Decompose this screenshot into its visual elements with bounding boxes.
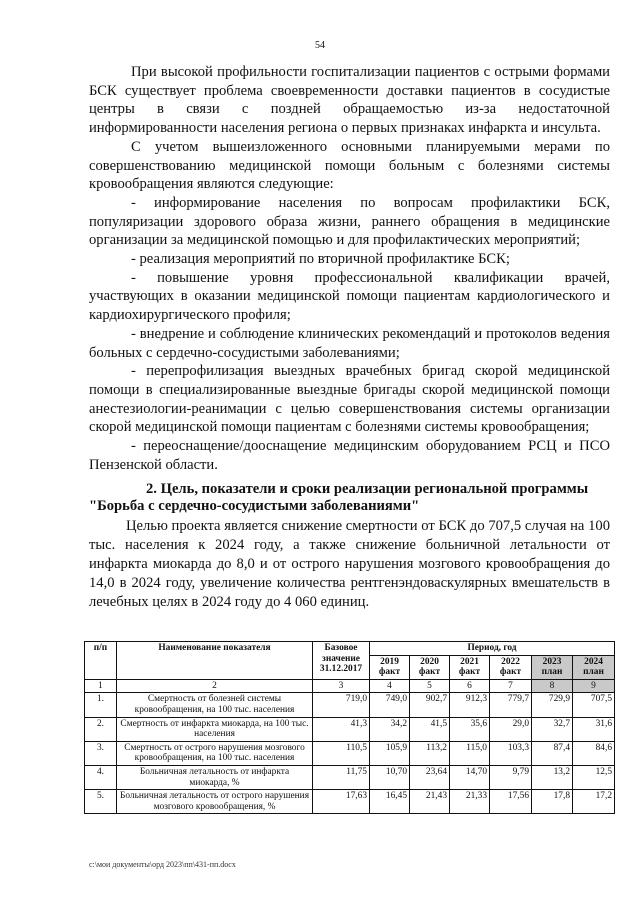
list-item: - информирование населения по вопросам профилактики БСК, популяризации здорового образа жизни, раннего обращения в медицинские организации за медицинской помощью и для профилактических мероприятий; — [89, 194, 610, 249]
section-intro: Целью проекта является снижение смертности от БСК до 707,5 случая на 100 тыс. населения к 2024 году, а также снижение больничной летальности от инфаркта миокарда до 8,0 и от острого нарушения мозгового кровообращения до 14,0 в 2024 году, увеличение количества рентгенэндоваскулярных вмешательств в лечебных целях в 2024 году до 4 060 единиц. — [89, 518, 610, 610]
paragraph: При высокой профильности госпитализации пациентов с острыми формами БСК существует проблема своевременности доставки пациентов в сосудистые центры в связи с поздней обращаемостью из-за недостаточной информированности населения региона о первых признаках инфаркта и инсульта. — [89, 64, 610, 137]
base-value: 41,3 — [313, 717, 370, 741]
paragraph: С учетом вышеизложенного основными планируемыми мерами по совершенствованию медицинской помощи больным с болезнями системы кровообращения являются следующие: — [89, 138, 610, 193]
indicators-table — [84, 641, 615, 814]
page-number: 54 — [315, 40, 325, 51]
year-value: 779,7 — [490, 693, 532, 717]
year-kind-label: план — [541, 667, 563, 678]
file-path-footer: с:\мои документы\орд 2023\пп\431-пп.docx — [89, 860, 236, 869]
column-number: 4 — [370, 679, 410, 693]
row-number: 2. — [85, 717, 117, 741]
table-row — [85, 741, 615, 765]
column-number: 8 — [532, 679, 573, 693]
list-item: - внедрение и соблюдение клинических рекомендаций и протоколов ведения больных с сердечно-сосудистыми заболеваниями; — [89, 325, 610, 361]
year-label: 2022 — [501, 656, 520, 667]
year-value: 749,0 — [370, 693, 410, 717]
year-value: 729,9 — [532, 693, 573, 717]
year-value: 34,2 — [370, 717, 410, 741]
year-kind-label: факт — [458, 667, 481, 678]
year-kind-label: план — [583, 667, 604, 678]
year-value: 31,6 — [573, 717, 615, 741]
year-value: 14,70 — [450, 765, 490, 789]
header-name: Наименование показателя — [117, 642, 313, 680]
column-number: 9 — [573, 679, 615, 693]
base-value: 11,75 — [313, 765, 370, 789]
indicator-name: Смертность от острого нарушения мозгового кровообращения, на 100 тыс. населения — [117, 741, 313, 765]
row-number: 1. — [85, 693, 117, 717]
section-heading — [89, 481, 610, 515]
header-year-2023 — [532, 655, 573, 679]
year-value: 41,5 — [410, 717, 450, 741]
year-value: 115,0 — [450, 741, 490, 765]
year-value: 17,8 — [532, 790, 573, 814]
year-value: 103,3 — [490, 741, 532, 765]
year-value: 23,64 — [410, 765, 450, 789]
base-value: 719,0 — [313, 693, 370, 717]
year-value: 902,7 — [410, 693, 450, 717]
year-value: 912,3 — [450, 693, 490, 717]
year-value: 16,45 — [370, 790, 410, 814]
year-kind-label: факт — [418, 667, 441, 678]
row-number: 4. — [85, 765, 117, 789]
year-value: 12,5 — [573, 765, 615, 789]
base-value: 110,5 — [313, 741, 370, 765]
year-value: 707,5 — [573, 693, 615, 717]
year-value: 9,79 — [490, 765, 532, 789]
year-value: 17,56 — [490, 790, 532, 814]
row-number: 3. — [85, 741, 117, 765]
column-numbers-row — [85, 679, 615, 693]
row-number: 5. — [85, 790, 117, 814]
indicator-name: Больничная летальность от инфаркта миокарда, % — [117, 765, 313, 789]
base-value: 17,63 — [313, 790, 370, 814]
header-year-2020 — [410, 655, 450, 679]
year-value: 84,6 — [573, 741, 615, 765]
year-label: 2021 — [460, 656, 479, 667]
year-value: 13,2 — [532, 765, 573, 789]
year-label: 2023 — [542, 656, 562, 667]
header-year-2022 — [490, 655, 532, 679]
table-row — [85, 693, 615, 717]
indicator-name: Смертность от инфаркта миокарда, на 100 тыс. населения — [117, 717, 313, 741]
list-item: - повышение уровня профессиональной квалификации врачей, участвующих в оказании медицинской помощи пациентам кардиологического и кардиохирургического профиля; — [89, 269, 610, 324]
body-text — [89, 63, 610, 474]
column-number: 5 — [410, 679, 450, 693]
year-value: 10,70 — [370, 765, 410, 789]
header-year-2019 — [370, 655, 410, 679]
header-num: п/п — [85, 642, 117, 680]
header-base: Базовое значение 31.12.2017 — [313, 642, 370, 680]
year-value: 29,0 — [490, 717, 532, 741]
table-header-row — [85, 642, 615, 656]
list-item: - реализация мероприятий по вторичной профилактике БСК; — [131, 251, 510, 268]
column-number: 6 — [450, 679, 490, 693]
header-period: Период, год — [370, 642, 615, 656]
list-item: - переоснащение/дооснащение медицинским оборудованием РСЦ и ПСО Пензенской области. — [89, 438, 610, 473]
header-year-2024 — [573, 655, 615, 679]
year-label: 2020 — [420, 656, 439, 667]
year-value: 113,2 — [410, 741, 450, 765]
column-number: 3 — [313, 679, 370, 693]
year-value: 21,43 — [410, 790, 450, 814]
year-value: 87,4 — [532, 741, 573, 765]
year-kind-label: факт — [378, 667, 401, 678]
year-value: 17,2 — [573, 790, 615, 814]
year-value: 35,6 — [450, 717, 490, 741]
year-value: 105,9 — [370, 741, 410, 765]
list-item: - перепрофилизация выездных врачебных бригад скорой медицинской помощи в специализированные выездные бригады скорой медицинской помощи анестезиологии-реанимации с целью совершенствования системы организации скорой медицинской помощи пациентам с болезнями системы кровообращения; — [89, 363, 610, 436]
year-value: 21,33 — [450, 790, 490, 814]
year-label: 2024 — [584, 656, 603, 667]
year-label: 2019 — [380, 656, 399, 667]
table-row — [85, 717, 615, 741]
year-kind-label: факт — [499, 667, 522, 678]
section-heading-line2: "Борьба с сердечно-сосудистыми заболеваниями" — [89, 498, 420, 514]
section-heading-line1: 2. Цель, показатели и сроки реализации региональной программы — [146, 481, 589, 497]
header-year-2021 — [450, 655, 490, 679]
table-body — [85, 679, 615, 814]
indicator-name: Больничная летальность от острого нарушения мозгового кровообращения, % — [117, 790, 313, 814]
indicator-name: Смертность от болезней системы кровообращения, на 100 тыс. населения — [117, 693, 313, 717]
table-row — [85, 790, 615, 814]
column-number: 1 — [85, 679, 117, 693]
column-number: 7 — [490, 679, 532, 693]
column-number: 2 — [117, 679, 313, 693]
table-row — [85, 765, 615, 789]
year-value: 32,7 — [532, 717, 573, 741]
